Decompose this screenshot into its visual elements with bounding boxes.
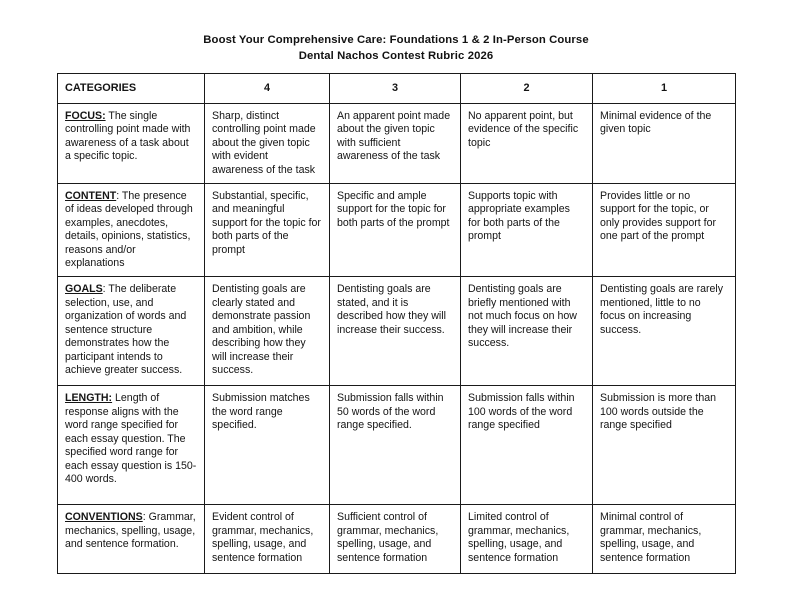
descriptor-goals-2: Dentisting goals are briefly mentioned with not much focus on how they will increase their success. [461, 277, 593, 386]
criterion-label-conventions: CONVENTIONS [65, 511, 143, 524]
descriptor-content-3: Specific and ample support for the topic for both parts of the prompt [330, 184, 461, 277]
descriptor-length-3: Submission falls within 50 words of the word range specified. [330, 386, 461, 505]
descriptor-length-1: Submission is more than 100 words outside the range specified [593, 386, 736, 505]
title-line-2: Dental Nachos Contest Rubric 2026 [298, 49, 494, 62]
descriptor-conventions-4: Evident control of grammar, mechanics, spelling, usage, and sentence formation [205, 505, 330, 574]
criterion-cell-length [58, 386, 205, 505]
descriptor-conventions-3: Sufficient control of grammar, mechanics, spelling, usage, and sentence formation [330, 505, 461, 574]
criterion-description-goals: : The deliberate selection, use, and organization of words and sentence structure demonstrates how the participant intends to achieve greater success. [65, 283, 187, 376]
table-row [58, 386, 736, 505]
table-row [58, 505, 736, 574]
table-row [58, 104, 736, 184]
descriptor-focus-3: An apparent point made about the given topic with sufficient awareness of the task [330, 104, 461, 184]
rubric-table [57, 73, 736, 574]
criterion-cell-goals [58, 277, 205, 386]
header-score-1: 1 [593, 74, 736, 104]
title-line-1: Boost Your Comprehensive Care: Foundations 1 & 2 In-Person Course [203, 34, 589, 46]
criterion-description-focus: The single controlling point made with awareness of a task about a specific topic. [65, 110, 191, 163]
descriptor-goals-3: Dentisting goals are stated, and it is described how they will increase their success. [330, 277, 461, 386]
descriptor-length-4: Submission matches the word range specified. [205, 386, 330, 505]
criterion-label-content: CONTENT [65, 190, 117, 203]
table-row [58, 277, 736, 386]
document-title [0, 33, 792, 64]
header-score-4: 4 [205, 74, 330, 104]
criterion-description-length: Length of response aligns with the word range specified for each essay question. The specified word range for each essay question is 150-400 words. [65, 392, 197, 485]
criterion-description-content: : The presence of ideas developed through examples, anecdotes, details, opinions, statistics, reasons and/or explanations [65, 190, 193, 270]
criterion-cell-content [58, 184, 205, 277]
descriptor-focus-4: Sharp, distinct controlling point made about the given topic with evident awareness of the task [205, 104, 330, 184]
table-row [58, 184, 736, 277]
descriptor-length-2: Submission falls within 100 words of the word range specified [461, 386, 593, 505]
descriptor-content-4: Substantial, specific, and meaningful support for the topic for both parts of the prompt [205, 184, 330, 277]
criterion-description-conventions: : Grammar, mechanics, spelling, usage, and sentence formation. [65, 511, 196, 551]
descriptor-goals-1: Dentisting goals are rarely mentioned, little to no focus on increasing success. [593, 277, 736, 386]
table-header-row [58, 74, 736, 104]
criterion-cell-conventions [58, 505, 205, 574]
descriptor-content-1: Provides little or no support for the topic, or only provides support for one part of the prompt [593, 184, 736, 277]
header-score-2: 2 [461, 74, 593, 104]
criterion-label-focus: FOCUS: [65, 110, 106, 122]
header-categories: CATEGORIES [58, 74, 205, 104]
descriptor-focus-1: Minimal evidence of the given topic [593, 104, 736, 184]
descriptor-goals-4: Dentisting goals are clearly stated and demonstrate passion and ambition, while describing how they will increase their success. [205, 277, 330, 386]
criterion-label-goals: GOALS [65, 283, 103, 296]
descriptor-focus-2: No apparent point, but evidence of the specific topic [461, 104, 593, 184]
criterion-label-length: LENGTH: [65, 392, 113, 405]
criterion-cell-focus [58, 104, 205, 184]
descriptor-conventions-2: Limited control of grammar, mechanics, spelling, usage, and sentence formation [461, 505, 593, 574]
descriptor-conventions-1: Minimal control of grammar, mechanics, spelling, usage, and sentence formation [593, 505, 736, 574]
header-score-3: 3 [330, 74, 461, 104]
descriptor-content-2: Supports topic with appropriate examples for both parts of the prompt [461, 184, 593, 277]
